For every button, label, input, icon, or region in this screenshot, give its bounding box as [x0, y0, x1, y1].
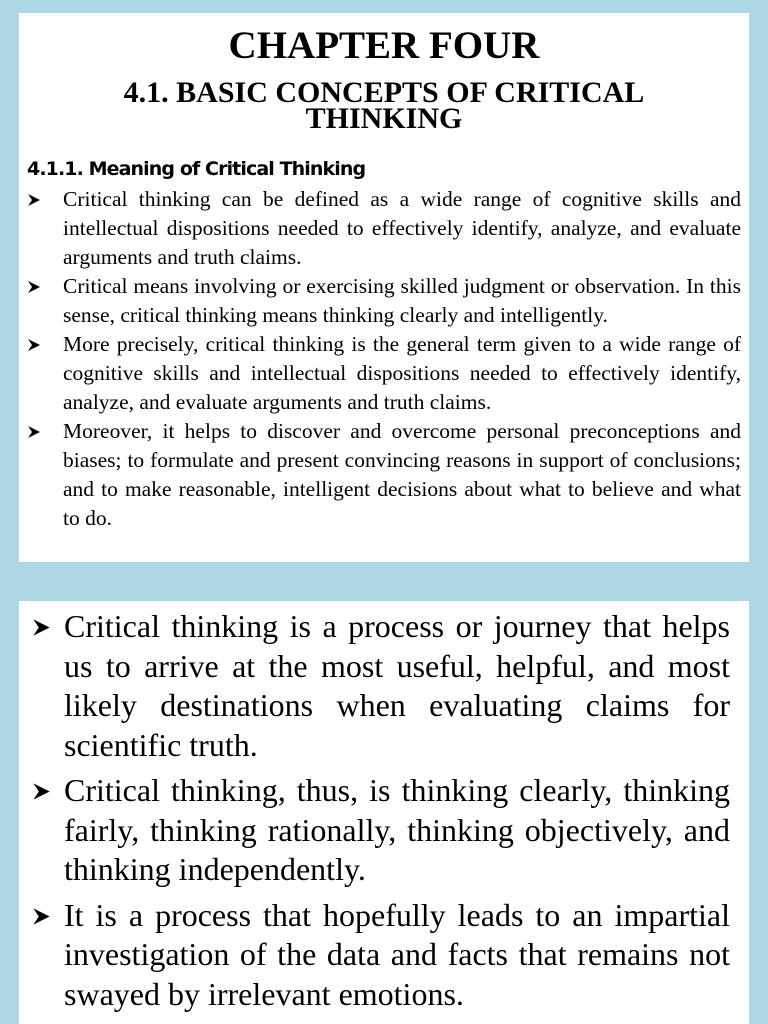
bullet-text: Critical thinking, thus, is thinking clearly, thinking fairly, thinking rationally, thinking objectively, and thinking independently. [64, 772, 730, 887]
arrow-bullet-icon [27, 338, 41, 352]
subsection-title: 4.1.1. Meaning of Critical Thinking [27, 158, 366, 180]
section-title: 4.1. BASIC CONCEPTS OF CRITICAL THINKING [123, 76, 645, 135]
bullet-item [30, 771, 730, 890]
chapter-title: CHAPTER FOUR [228, 24, 540, 67]
slide-one [19, 13, 749, 562]
bullet-text: More precisely, critical thinking is the general term given to a wide range of cognitive skills and intellectual dispositions needed to effectively identify, analyze, and evaluate arguments and truth claims. [63, 332, 741, 414]
bullet-text: Critical thinking can be defined as a wide range of cognitive skills and intellectual dispositions needed to effectively identify, analyze, and evaluate arguments and truth claims. [63, 187, 741, 269]
bullet-text: Critical thinking is a process or journey that helps us to arrive at the most useful, helpful, and most likely destinations when evaluating claims for scientific truth. [64, 608, 730, 763]
arrow-bullet-icon [27, 280, 41, 294]
bullet-item [30, 896, 730, 1015]
bullet-text: Moreover, it helps to discover and overcome personal preconceptions and biases; to formulate and present convincing reasons in support of conclusions; and to make reasonable, intelligent decisions about what to believe and what to do. [63, 419, 741, 530]
bullet-text: Critical means involving or exercising skilled judgment or observation. In this sense, critical thinking means thinking clearly and intelligently. [63, 274, 741, 327]
bullet-item [27, 185, 741, 272]
bullet-list [27, 185, 741, 533]
slide-two [19, 601, 749, 1024]
arrow-bullet-icon [32, 618, 51, 637]
arrow-bullet-icon [27, 193, 41, 207]
bullet-text: It is a process that hopefully leads to an impartial investigation of the data and facts that remains not swayed by irrelevant emotions. [64, 896, 730, 1012]
bullet-list [30, 607, 730, 1020]
arrow-bullet-icon [32, 907, 51, 926]
bullet-item [30, 607, 730, 765]
arrow-bullet-icon [32, 782, 51, 801]
bullet-item [27, 330, 741, 417]
bullet-item [27, 272, 741, 330]
arrow-bullet-icon [27, 425, 41, 439]
bullet-item [27, 417, 741, 533]
